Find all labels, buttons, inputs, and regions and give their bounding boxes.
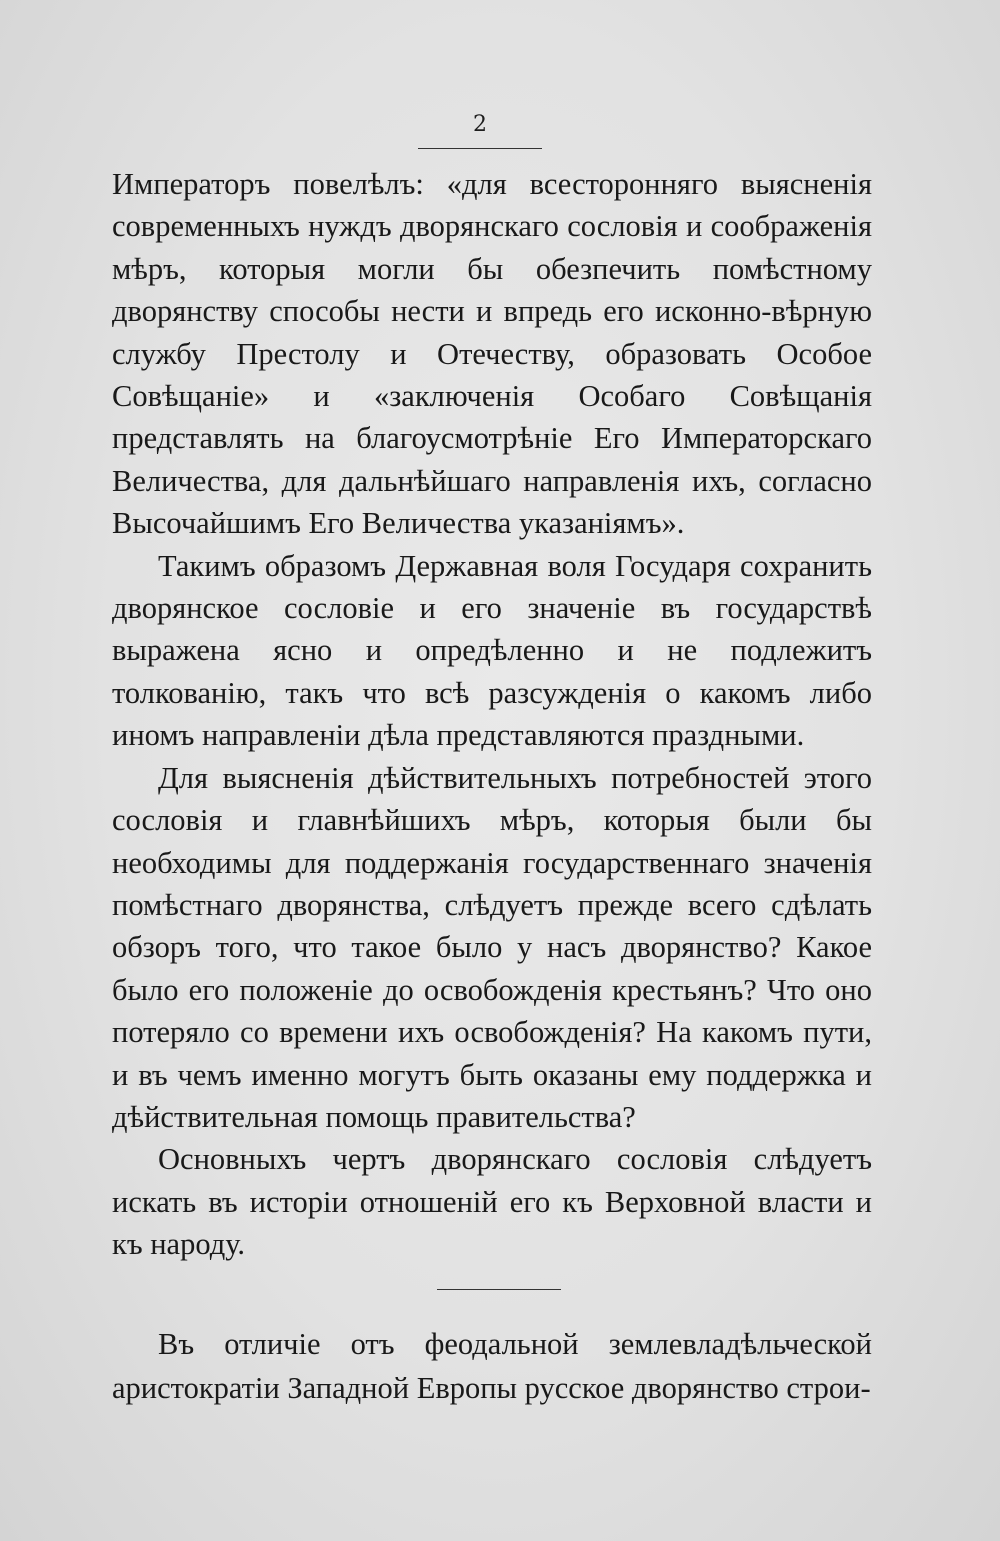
body-text-continued [112, 1322, 872, 1410]
paragraph: Въ отличіе отъ феодальной землевладѣльческой аристократіи Западной Европы русское дворянство строи- [112, 1327, 872, 1405]
paragraph: Для выясненія дѣйствительныхъ потребностей этого сословія и главнѣйшихъ мѣръ, которыя были бы необходимы для поддержанія государственнаго значенія помѣстнаго дворянства, слѣдуетъ прежде всего сдѣлать обзоръ того, что такое было у насъ дворянство? Какое было его положеніе до освобожденія крестьянъ? Что оно потеряло со времени ихъ освобожденія? На какомъ пути, и въ чемъ именно могутъ быть оказаны ему поддержка и дѣйствительная помощь правительства? [112, 760, 872, 1134]
paragraph: Императоръ повелѣлъ: «для всесторонняго выясненія современныхъ нуждъ дворянскаго сословія и соображенія мѣръ, которыя могли бы обезпечить помѣстному дворянству способы нести и впредь его исконно-вѣрную службу Престолу и Отечеству, образовать Особое Совѣщаніе» и «заключенія Особаго Совѣщанія представлять на благоусмотрѣніе Его Императорскаго Величества, для дальнѣйшаго направленія ихъ, согласно Высочайшимъ Его Величества указаніямъ». [112, 167, 872, 541]
section-separator [437, 1289, 561, 1290]
body-text [112, 163, 872, 1266]
header-rule [418, 148, 542, 149]
page-number: 2 [473, 112, 487, 137]
paragraph: Основныхъ чертъ дворянскаго сословія слѣдуетъ искать въ исторіи отношеній его къ Верховной власти и къ народу. [112, 1142, 872, 1262]
paragraph: Такимъ образомъ Державная воля Государя сохранить дворянское сословіе и его значеніе въ государствѣ выражена ясно и опредѣленно и не подлежитъ толкованію, такъ что всѣ разсужденія о какомъ либо иномъ направленіи дѣла представляются праздными. [112, 548, 872, 753]
